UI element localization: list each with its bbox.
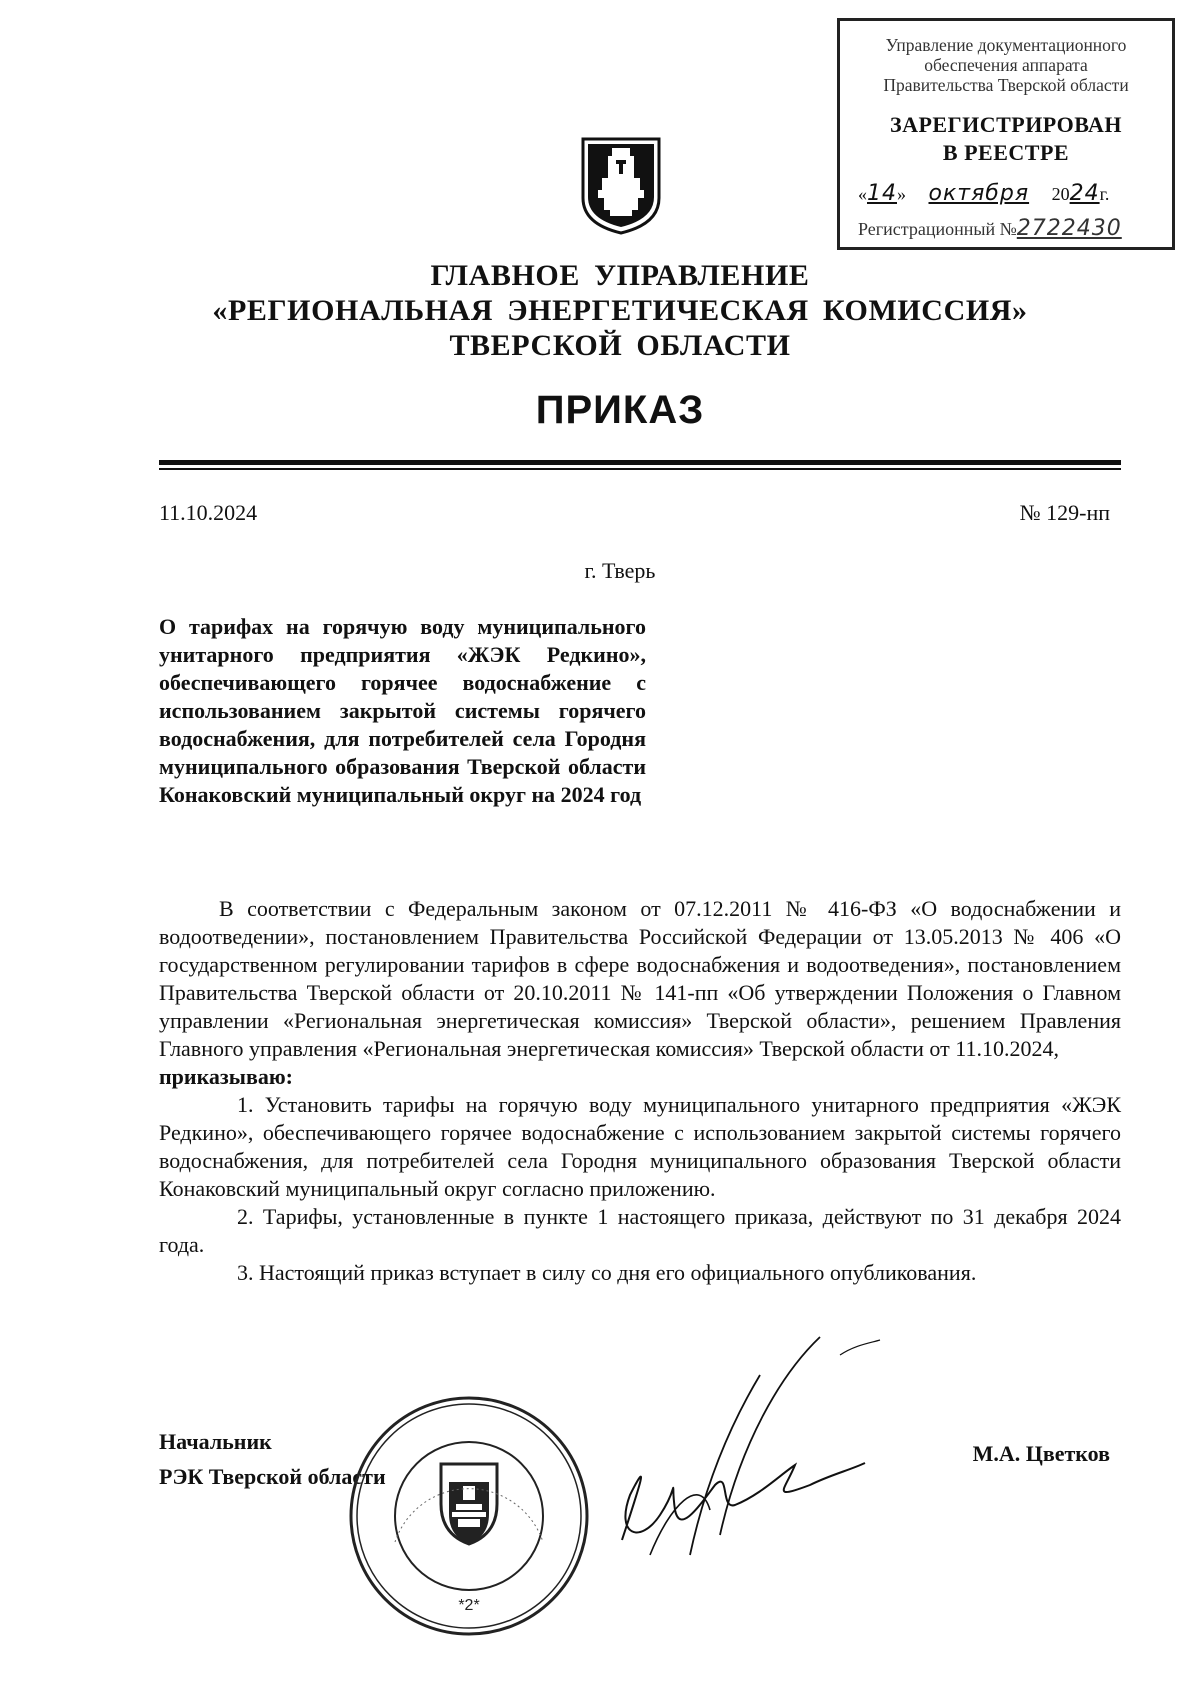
order-item-3: 3. Настоящий приказ вступает в силу со дня его официального опубликования. [237, 1260, 977, 1285]
stamp-date-open: « [858, 184, 867, 204]
official-seal [345, 1392, 593, 1640]
document-body [159, 895, 1121, 1287]
order-word: приказываю: [159, 1064, 293, 1089]
svg-text:*2*: *2* [458, 1597, 480, 1614]
stamp-year-prefix: 20 [1051, 184, 1070, 204]
stamp-date-day: 14 [867, 181, 897, 206]
document-city: г. Тверь [584, 558, 656, 583]
stamp-department-line: Правительства Тверской области [883, 75, 1129, 95]
preamble-paragraph: В соответствии с Федеральным законом от 07.12.2011 № 416-ФЗ «О водоснабжении и водоотведении», постановлением Правительства Российской Федерации от 13.05.2013 № 406 «О государственном регулировании тарифов в сфере водоснабжения и водоотведения», постановлением Правительства Тверской области от 20.10.2011 № 141-пп «Об утверждении Положения о Главном управлении «Региональная энергетическая комиссия» Тверской области», решением Правления Главного управления «Региональная энергетическая комиссия» Тверской области от 11.10.2024, [159, 896, 1121, 1061]
stamp-date-close: » [897, 184, 906, 204]
org-line: ТВЕРСКОЙ ОБЛАСТИ [449, 329, 791, 362]
stamp-department-line: Управление документационного [885, 35, 1127, 55]
document-subject: О тарифах на горячую воду муниципального унитарного предприятия «ЖЭК Редкино», обеспечивающего горячее водоснабжение с использованием закрытой системы горячего водоснабжения, для потребителей села Городня муниципального образования Тверской области Конаковский муниципальный округ на 2024 год [159, 614, 646, 807]
document-type: ПРИКАЗ [535, 388, 705, 432]
stamp-year-unit: г. [1099, 184, 1110, 204]
header-divider-thick [159, 460, 1121, 465]
stamp-status-line: ЗАРЕГИСТРИРОВАН [889, 112, 1123, 137]
stamp-number [840, 216, 1172, 241]
signatory-name: М.А. Цветков [972, 1441, 1110, 1466]
header-divider-thin [159, 468, 1121, 470]
document-number: № 129-нп [1019, 500, 1110, 525]
organization-name [100, 258, 1140, 363]
stamp-date [840, 181, 1172, 206]
handwritten-signature [610, 1335, 900, 1595]
stamp-number-label: Регистрационный № [858, 219, 1017, 239]
position-line: РЭК Тверской области [159, 1464, 386, 1489]
position-line: Начальник [159, 1429, 272, 1454]
org-line: ГЛАВНОЕ УПРАВЛЕНИЕ [430, 259, 810, 292]
order-item-1: 1. Установить тарифы на горячую воду муниципального унитарного предприятия «ЖЭК Редкино», обеспечивающего горячее водоснабжение с использованием закрытой системы горячего водоснабжения, для потребителей села Городня муниципального образования Тверской области Конаковский муниципальный округ согласно приложению. [159, 1092, 1121, 1201]
stamp-status [840, 111, 1172, 167]
stamp-department [840, 35, 1172, 95]
stamp-department-line: обеспечения аппарата [924, 55, 1088, 75]
stamp-year-suffix: 24 [1069, 181, 1100, 206]
document-date: 11.10.2024 [159, 500, 258, 525]
stamp-status-line: В РЕЕСТРЕ [942, 140, 1070, 165]
org-line: «РЕГИОНАЛЬНАЯ ЭНЕРГЕТИЧЕСКАЯ КОМИССИЯ» [212, 294, 1028, 327]
registration-stamp [837, 18, 1175, 250]
stamp-number-value: 2722430 [1016, 216, 1122, 241]
coat-of-arms-icon [580, 136, 662, 236]
stamp-date-month: октября [928, 181, 1030, 206]
order-item-2: 2. Тарифы, установленные в пункте 1 настоящего приказа, действуют по 31 декабря 2024 года. [159, 1204, 1121, 1257]
